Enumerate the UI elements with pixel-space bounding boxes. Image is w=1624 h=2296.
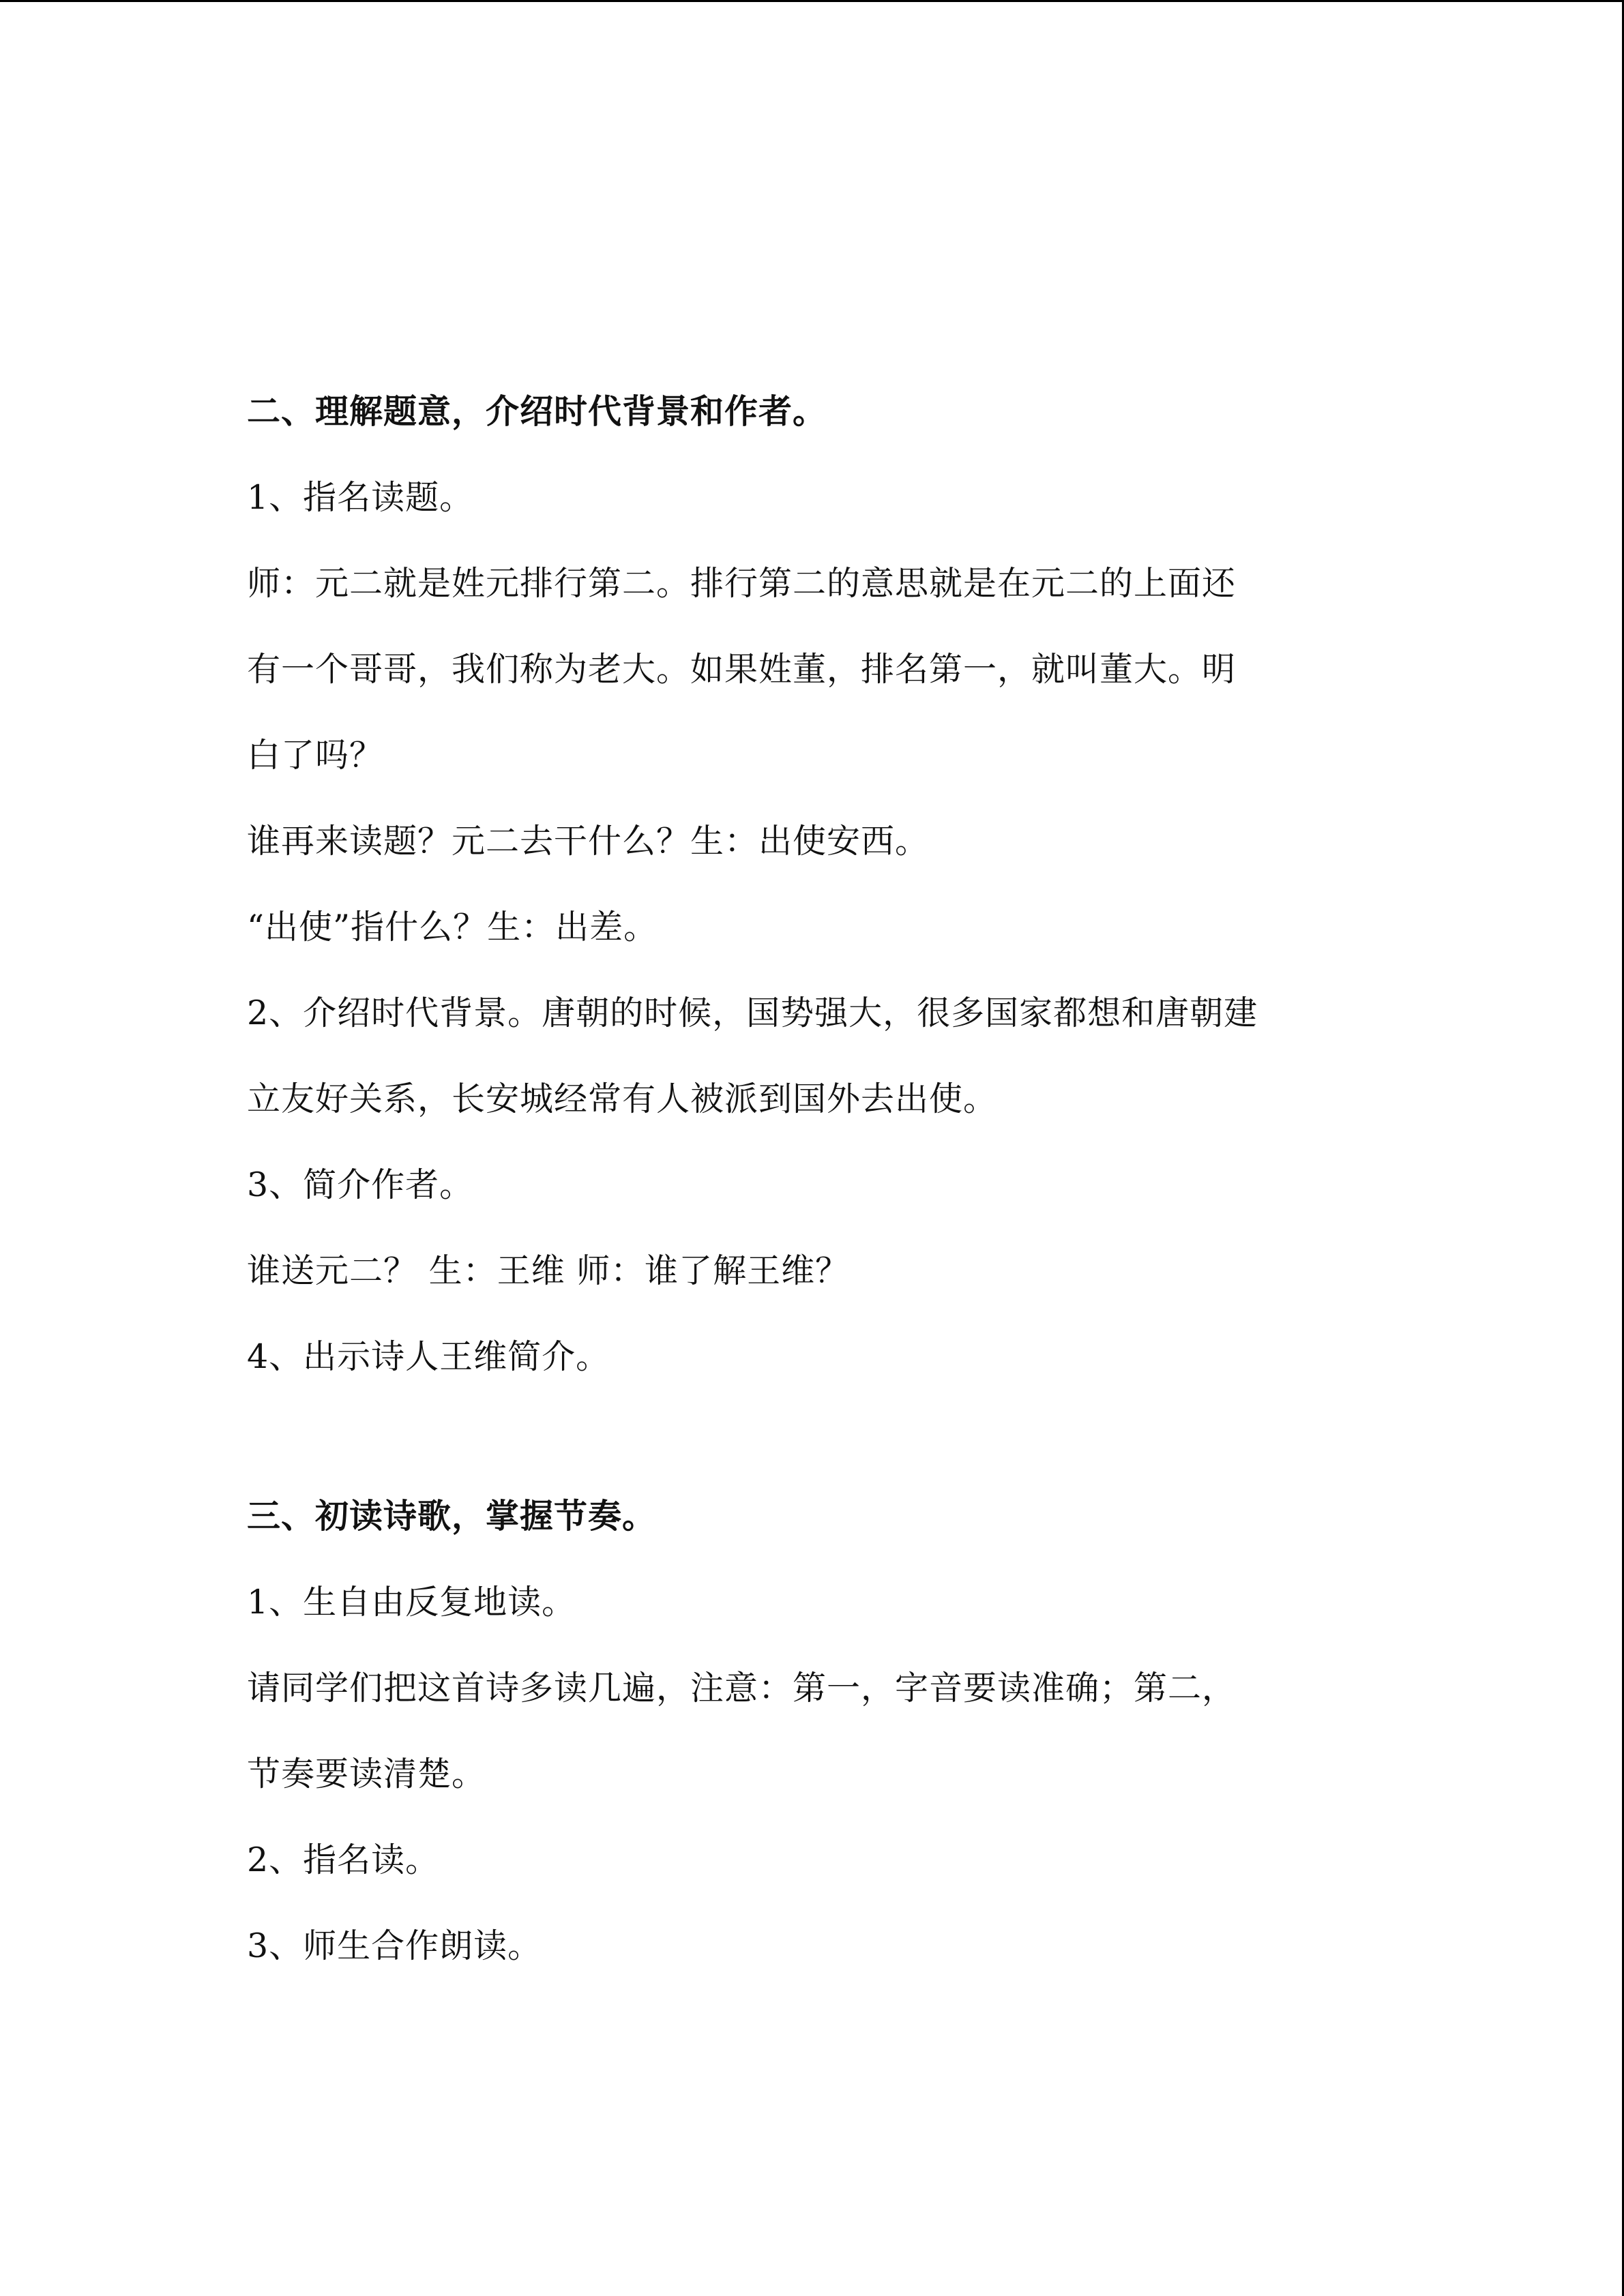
section-2-line-1: 1、指名读题。 — [247, 478, 474, 517]
section-2-line-10: 谁送元二？ 生：王维 师：谁了解王维？ — [247, 1251, 850, 1290]
section-2-line-11: 4、出示诗人王维简介。 — [247, 1337, 610, 1376]
document-page — [247, 382, 1379, 2002]
page-top-border — [0, 0, 1624, 2]
section-3-line-5: 3、师生合作朗读。 — [247, 1926, 542, 1965]
section-3 — [247, 1487, 1379, 2002]
section-2-line-3: 有一个哥哥，我们称为老大。如果姓董，排名第一，就叫董大。明 — [247, 650, 1237, 689]
section-2-line-9: 3、简介作者。 — [247, 1165, 474, 1204]
section-2-line-7: 2、介绍时代背景。唐朝的时候，国势强大，很多国家都想和唐朝建 — [247, 994, 1258, 1032]
section-2-line-4: 白了吗？ — [247, 736, 384, 775]
section-2-line-8: 立友好关系，长安城经常有人被派到国外去出使。 — [247, 1079, 998, 1118]
section-2-line-5: 谁再来读题？元二去干什么？生：出使安西。 — [247, 822, 930, 861]
section-3-line-1: 1、生自由反复地读。 — [247, 1583, 576, 1622]
section-2-line-2: 师：元二就是姓元排行第二。排行第二的意思就是在元二的上面还 — [247, 564, 1237, 603]
section-3-line-2: 请同学们把这首诗多读几遍，注意：第一，字音要读准确；第二， — [247, 1669, 1237, 1708]
section-2 — [247, 382, 1379, 1413]
section-2-heading: 二、理解题意，介绍时代背景和作者。 — [247, 392, 827, 431]
section-3-line-4: 2、指名读。 — [247, 1840, 440, 1879]
section-3-heading: 三、初读诗歌，掌握节奏。 — [247, 1497, 657, 1536]
section-3-line-3: 节奏要读清楚。 — [247, 1755, 486, 1793]
section-2-line-6: “出使”指什么？生：出差。 — [247, 908, 658, 946]
section-spacer — [247, 1413, 1379, 1487]
